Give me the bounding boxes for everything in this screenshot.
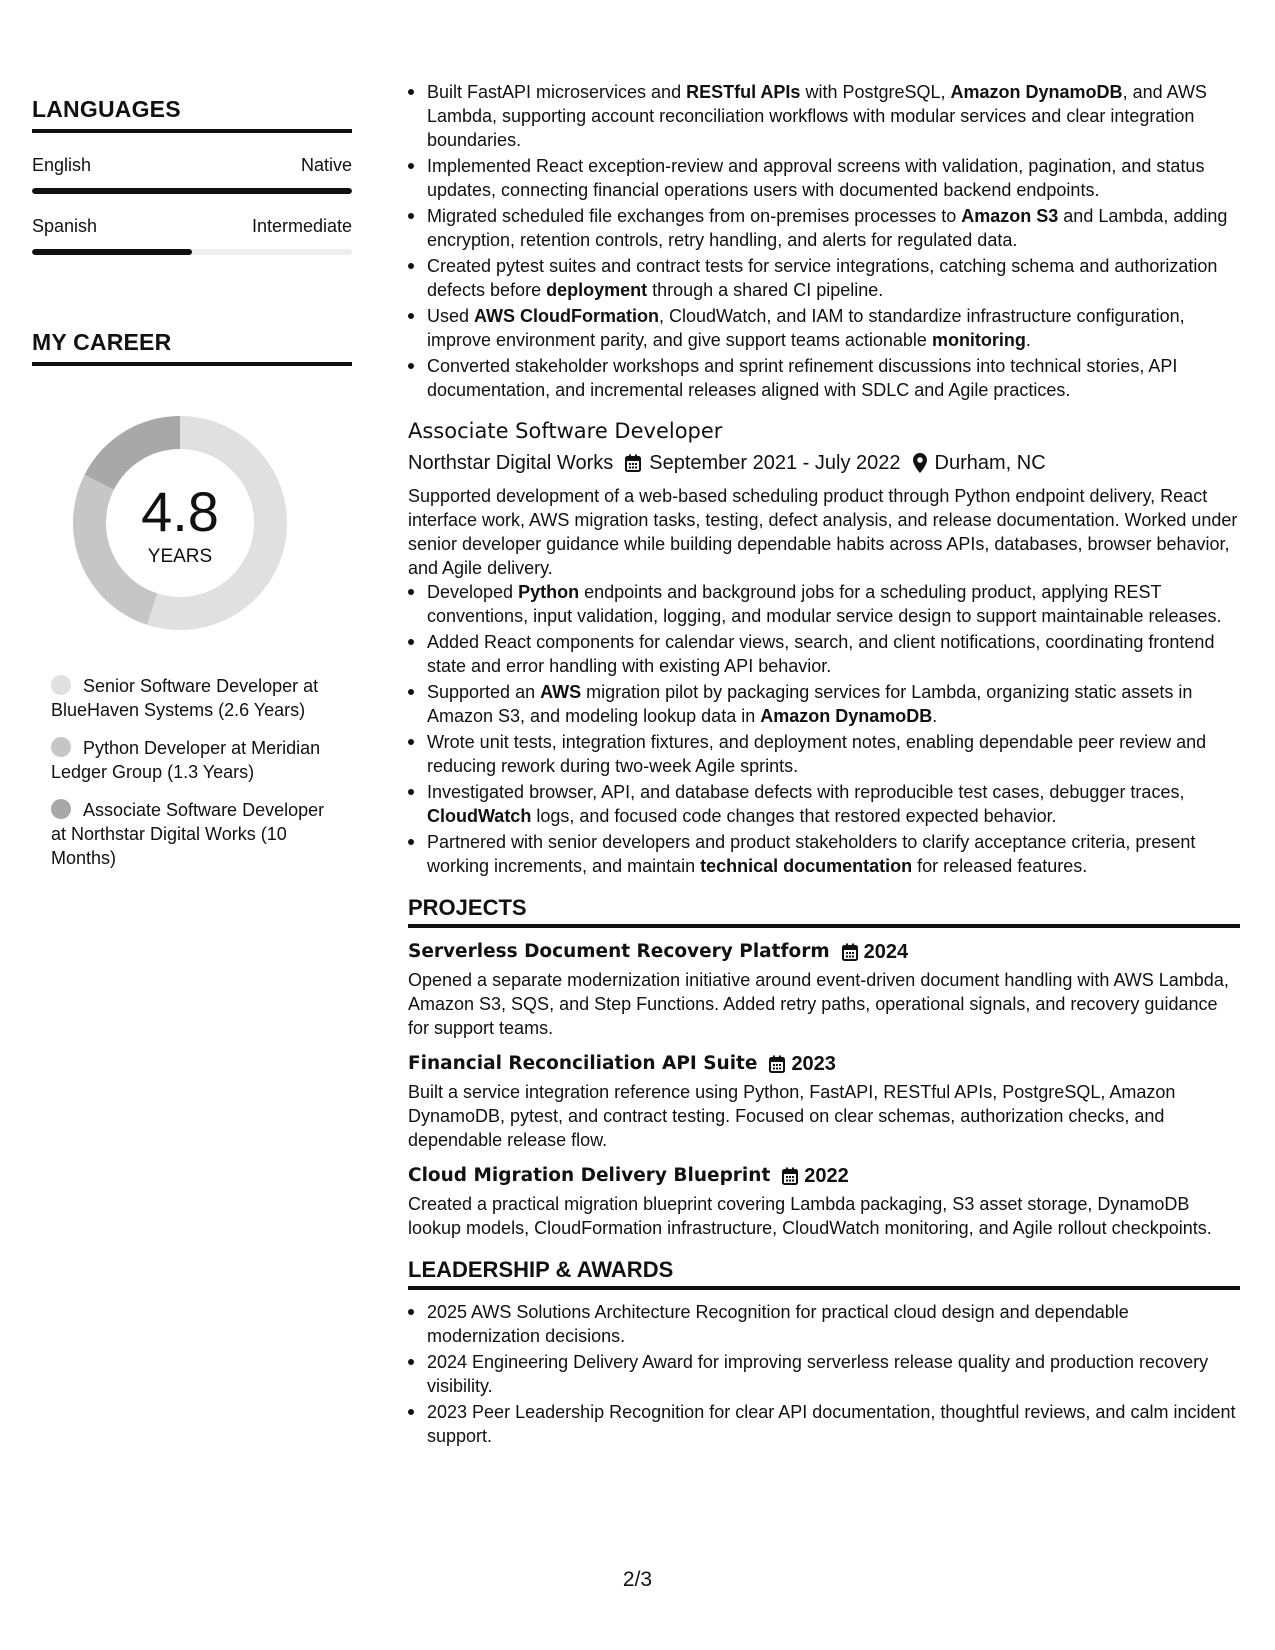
award-item: 2025 AWS Solutions Architecture Recognition for practical cloud design and dependable modernization decisions. xyxy=(408,1300,1240,1348)
career-total-years: 4.8 xyxy=(141,480,219,543)
legend-dot xyxy=(51,737,71,757)
bullet-item: Converted stakeholder workshops and sprint refinement discussions into technical stories, API documentation, and incremental releases aligned with SDLC and Agile practices. xyxy=(408,354,1240,402)
bullet-item: Supported an AWS migration pilot by packaging services for Lambda, organizing static assets in Amazon S3, and modeling lookup data in Amazon DynamoDB. xyxy=(408,680,1240,728)
projects-heading: PROJECTS xyxy=(408,896,1240,928)
legend-label: Senior Software Developer at BlueHaven Systems (2.6 Years) xyxy=(51,676,319,720)
career-legend xyxy=(51,674,331,870)
job-bullets xyxy=(408,580,1240,878)
sidebar xyxy=(32,96,352,884)
main-content xyxy=(408,80,1240,1450)
award-item: 2023 Peer Leadership Recognition for clear API documentation, thoughtful reviews, and calm incident support. xyxy=(408,1400,1240,1448)
language-level: Intermediate xyxy=(251,216,352,236)
career-heading: MY CAREER xyxy=(32,329,352,366)
project-description: Created a practical migration blueprint covering Lambda packaging, S3 asset storage, DynamoDB lookup models, CloudFormation infrastructure, CloudWatch monitoring, and Agile rollout checkpoints. xyxy=(408,1194,1212,1238)
location-pin-icon xyxy=(913,453,927,473)
bullet-item: Implemented React exception-review and approval screens with validation, pagination, and status updates, connecting financial operations users with documented backend endpoints. xyxy=(408,154,1240,202)
project-name: Serverless Document Recovery Platform xyxy=(408,941,830,962)
language-proficiency-bar xyxy=(32,249,352,255)
language-item xyxy=(32,216,352,255)
awards-list xyxy=(408,1300,1240,1448)
project-name: Cloud Migration Delivery Blueprint xyxy=(408,1165,771,1186)
language-proficiency-bar xyxy=(32,188,352,194)
career-total-unit: YEARS xyxy=(147,546,213,567)
legend-dot xyxy=(51,675,71,695)
bullet-item: Used AWS CloudFormation, CloudWatch, and IAM to standardize infrastructure configuration, improve environment parity, and give support teams actionable monitoring. xyxy=(408,304,1240,352)
project-item xyxy=(408,938,1240,1040)
job-summary: Supported development of a web-based scheduling product through Python endpoint delivery, React interface work, AWS migration tasks, testing, defect analysis, and release documentation. Worked under senior developer guidance while building dependable habits across APIs, databases, browser behavior, and Agile delivery. xyxy=(408,486,1238,578)
project-description: Built a service integration reference using Python, FastAPI, RESTful APIs, PostgreSQL, Amazon DynamoDB, pytest, and contract testing. Focused on clear schemas, authorization checks, and dependable release flow. xyxy=(408,1082,1176,1150)
career-legend-item xyxy=(51,674,331,722)
language-proficiency-fill xyxy=(32,188,352,194)
job-dates: September 2021 - July 2022 xyxy=(649,452,901,474)
calendar-icon xyxy=(769,1055,785,1073)
languages-heading: LANGUAGES xyxy=(32,96,352,133)
legend-label: Associate Software Developer at Northstar Digital Works (10 Months) xyxy=(51,800,325,868)
calendar-icon xyxy=(625,454,641,472)
bullet-item: Investigated browser, API, and database defects with reproducible test cases, debugger traces, CloudWatch logs, and focused code changes that restored expected behavior. xyxy=(408,780,1240,828)
career-donut-chart xyxy=(67,410,293,636)
language-level: Native xyxy=(300,155,352,175)
job-title: Associate Software Developer xyxy=(408,419,723,443)
project-item xyxy=(408,1162,1240,1240)
previous-job-bullets xyxy=(408,80,1240,402)
language-item xyxy=(32,155,352,194)
calendar-icon xyxy=(842,943,858,961)
bullet-item: Built FastAPI microservices and RESTful APIs with PostgreSQL, Amazon DynamoDB, and AWS Lambda, supporting account reconciliation workflows with modular services and clear integration boundaries. xyxy=(408,80,1240,152)
bullet-item: Developed Python endpoints and background jobs for a scheduling product, applying REST conventions, input validation, logging, and modular service design to support maintainable releases. xyxy=(408,580,1240,628)
language-proficiency-fill xyxy=(32,249,192,255)
language-name: English xyxy=(32,155,92,175)
bullet-item: Added React components for calendar views, search, and client notifications, coordinating frontend state and error handling with existing API behavior. xyxy=(408,630,1240,678)
project-year: 2022 xyxy=(804,1165,849,1187)
project-description: Opened a separate modernization initiative around event-driven document handling with AWS Lambda, Amazon S3, SQS, and Step Functions. Added retry paths, operational signals, and recovery guidance for support teams. xyxy=(408,970,1229,1038)
awards-heading: LEADERSHIP & AWARDS xyxy=(408,1258,1240,1290)
project-item xyxy=(408,1050,1240,1152)
job-location: Durham, NC xyxy=(934,452,1046,474)
project-name: Financial Reconciliation API Suite xyxy=(408,1053,758,1074)
project-year: 2023 xyxy=(791,1053,836,1075)
donut-segment xyxy=(85,416,180,490)
calendar-icon xyxy=(782,1167,798,1185)
bullet-item: Created pytest suites and contract tests for service integrations, catching schema and authorization defects before deployment through a shared CI pipeline. xyxy=(408,254,1240,302)
language-name: Spanish xyxy=(32,216,98,236)
project-year: 2024 xyxy=(863,941,909,963)
page-number: 2/3 xyxy=(622,1568,653,1591)
legend-dot xyxy=(51,799,71,819)
award-item: 2024 Engineering Delivery Award for improving serverless release quality and production recovery visibility. xyxy=(408,1350,1240,1398)
job-company: Northstar Digital Works xyxy=(408,452,614,474)
career-legend-item xyxy=(51,798,331,870)
career-legend-item xyxy=(51,736,331,784)
legend-label: Python Developer at Meridian Ledger Group (1.3 Years) xyxy=(51,738,321,782)
bullet-item: Wrote unit tests, integration fixtures, and deployment notes, enabling dependable peer review and reducing rework during two-week Agile sprints. xyxy=(408,730,1240,778)
job-meta xyxy=(408,448,1240,478)
bullet-item: Migrated scheduled file exchanges from on-premises processes to Amazon S3 and Lambda, adding encryption, retention controls, retry handling, and alerts for regulated data. xyxy=(408,204,1240,252)
bullet-item: Partnered with senior developers and product stakeholders to clarify acceptance criteria, present working increments, and maintain technical documentation for released features. xyxy=(408,830,1240,878)
